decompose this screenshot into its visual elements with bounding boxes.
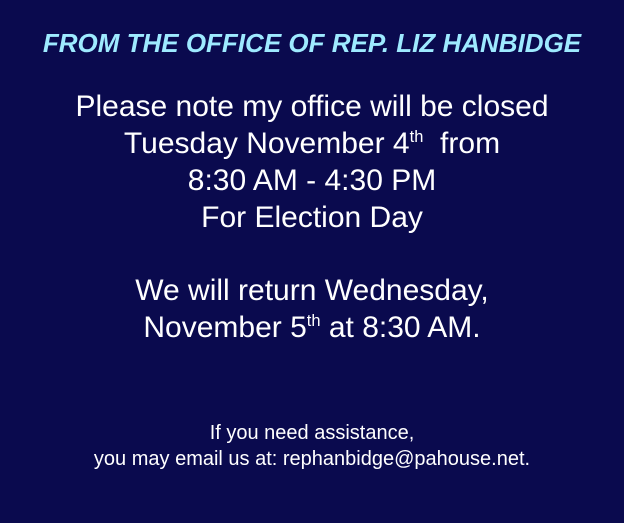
contact-message — [0, 420, 624, 472]
closure-from-label: from — [423, 127, 501, 160]
return-line-1: We will return Wednesday, — [135, 274, 489, 307]
closure-message — [0, 88, 624, 236]
closure-date-ordinal: th — [409, 128, 424, 146]
contact-line-1: If you need assistance, — [209, 422, 415, 444]
closure-line-1: Please note my office will be closed — [75, 90, 549, 123]
closure-date: Tuesday November 4 — [123, 127, 410, 160]
closure-reason: For Election Day — [201, 201, 423, 234]
closure-line-2 — [0, 125, 624, 162]
closure-hours: 8:30 AM - 4:30 PM — [187, 164, 437, 197]
contact-email-line: you may email us at: rephanbidge@pahouse.net. — [93, 448, 531, 470]
notice-header: FROM THE OFFICE OF REP. LIZ HANBIDGE — [42, 28, 582, 58]
return-date-ordinal: th — [306, 312, 321, 330]
return-time: at 8:30 AM. — [320, 311, 481, 344]
return-message — [0, 272, 624, 346]
return-date: November 5 — [143, 311, 307, 344]
return-line-2 — [0, 309, 624, 346]
